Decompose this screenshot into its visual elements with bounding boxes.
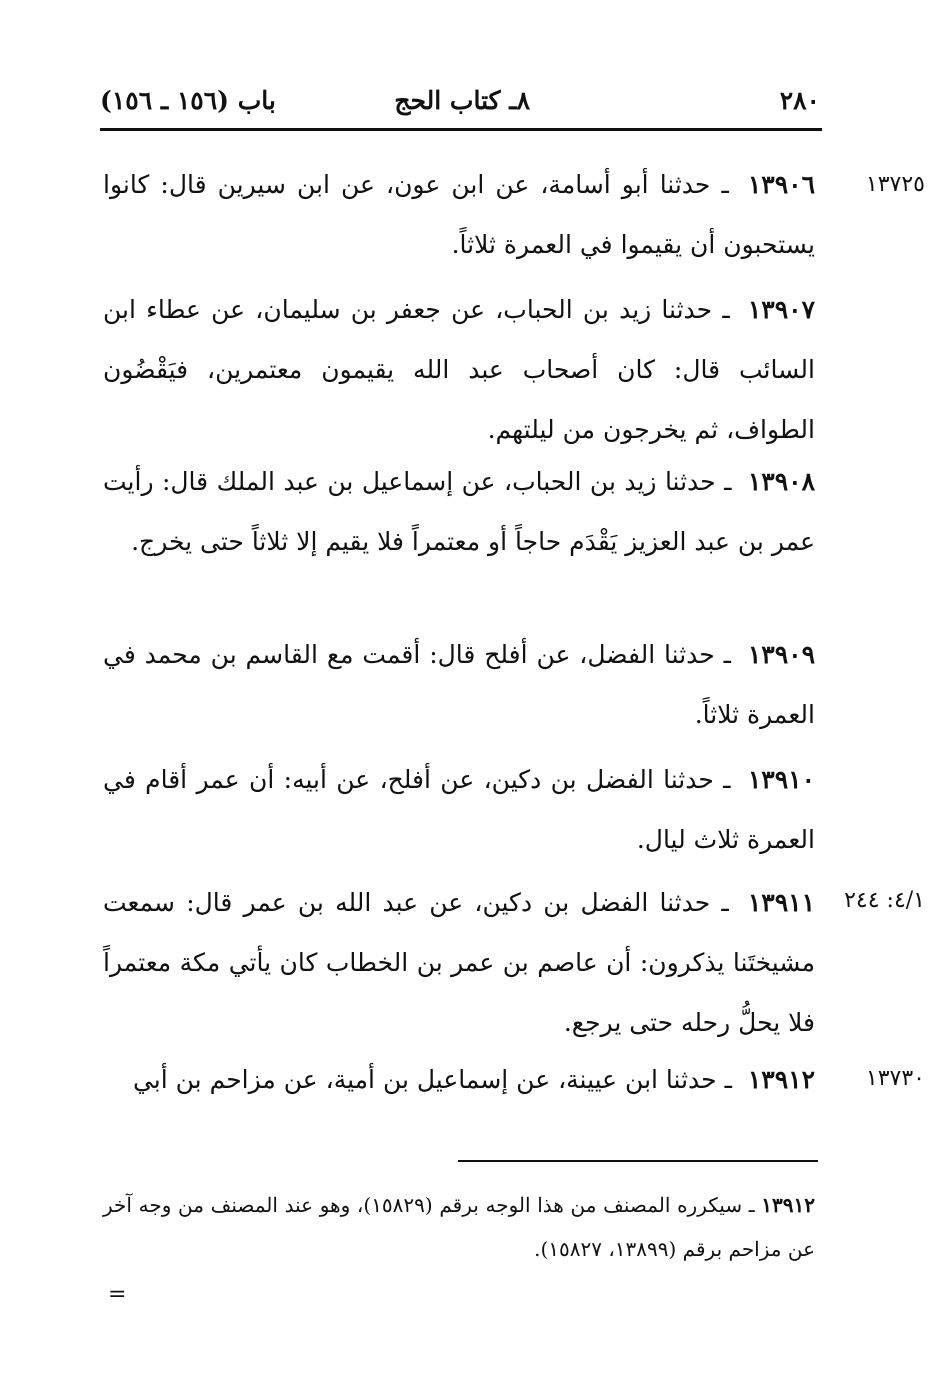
page-number: ٢٨٠ [779,86,820,115]
hadith-text: ـ حدثنا الفضل، عن أفلح قال: أقمت مع القاسم بن محمد في العمرة ثلاثاً. [103,640,815,729]
hadith-number: ١٣٩٠٩ [747,640,815,669]
hadith-text: ـ حدثنا زيد بن الحباب، عن جعفر بن سليمان، عن عطاء ابن السائب قال: كان أصحاب عبد الله يقيمون معتمرين، فيَقْضُون الطواف، ثم يخرجون من ليلتهم. [103,295,815,444]
side-reference: ١٣٧٢٥ [865,172,925,197]
page-header [100,82,820,122]
hadith-entry [103,873,815,1053]
footnote-number: ١٣٩١٢ [761,1193,815,1217]
hadith-number: ١٣٩٠٦ [747,170,815,199]
footnote-rule [458,1160,818,1162]
side-reference: ٤/١: ٢٤٤ [844,888,925,913]
hadith-number: ١٣٩٠٨ [747,467,815,496]
hadith-number: ١٣٩١١ [747,888,816,917]
hadith-entry [103,625,815,745]
hadith-text: ـ حدثنا الفضل بن دكين، عن أفلح، عن أبيه: أن عمر أقام في العمرة ثلاث ليال. [103,765,815,854]
hadith-entry [103,750,815,870]
hadith-text: ـ حدثنا الفضل بن دكين، عن عبد الله بن عمر قال: سمعت مشيختَنا يذكرون: أن عاصم بن عمر بن الخطاب كان يأتي مكة معتمراً فلا يحلُّ رحله حتى يرجع. [103,888,815,1037]
book-title: ٨ـ كتاب الحج [394,86,530,115]
footnote-text: ـ سيكرره المصنف من هذا الوجه برقم (١٥٨٢٩)، وهو عند المصنف من وجه آخر عن مزاحم برقم (١٣٨٩٩، ١٥٨٢٧). [103,1193,815,1261]
hadith-number: ١٣٩٠٧ [747,295,815,324]
hadith-text: ـ حدثنا أبو أسامة، عن ابن عون، عن ابن سيرين قال: كانوا يستحبون أن يقيموا في العمرة ثلاثاً. [103,170,815,259]
hadith-number: ١٣٩١٢ [747,1065,815,1094]
hadith-entry [103,280,815,460]
hadith-entry [103,155,815,275]
hadith-entry [103,1050,815,1110]
continuation-mark: = [108,1282,127,1307]
side-reference: ١٣٧٣٠ [865,1066,925,1091]
hadith-text: ـ حدثنا زيد بن الحباب، عن إسماعيل بن عبد الملك قال: رأيت عمر بن عبد العزيز يَقْدَم حاجاً أو معتمراً فلا يقيم إلا ثلاثاً حتى يخرج. [103,467,815,556]
chapter-label: باب (١٥٦ ـ ١٥٦) [100,86,276,115]
hadith-entry [103,452,815,572]
header-rule [100,128,822,131]
footnote [103,1183,815,1271]
hadith-number: ١٣٩١٠ [747,765,816,794]
hadith-text: ـ حدثنا ابن عيينة، عن إسماعيل بن أمية، عن مزاحم بن أبي [132,1065,732,1094]
